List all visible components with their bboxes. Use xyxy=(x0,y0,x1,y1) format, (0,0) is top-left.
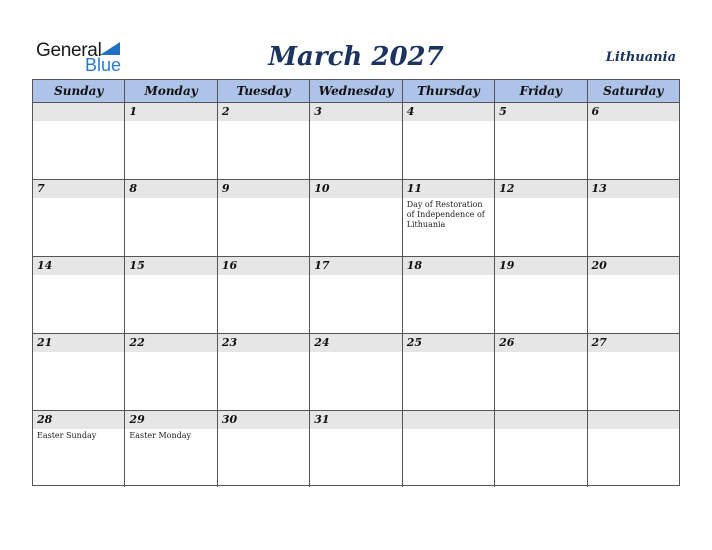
week-row xyxy=(33,256,679,333)
day-cell xyxy=(494,103,586,179)
day-event: Day of Restoration of Independence of Lithuania xyxy=(406,200,485,229)
logo-general-text: General xyxy=(36,40,102,61)
day-cell xyxy=(494,257,586,333)
weekday-thursday: Thursday xyxy=(402,80,494,102)
day-number: 24 xyxy=(314,336,330,349)
day-cell xyxy=(309,180,401,256)
day-number: 9 xyxy=(221,182,230,195)
day-number: 16 xyxy=(221,259,238,272)
day-number: 8 xyxy=(129,182,138,195)
day-cell xyxy=(124,334,216,410)
day-cell xyxy=(33,180,124,256)
day-cell xyxy=(402,180,494,256)
day-cell xyxy=(402,411,494,487)
day-cell xyxy=(309,411,401,487)
day-number: 11 xyxy=(406,182,422,195)
day-cell xyxy=(124,180,216,256)
day-cell xyxy=(587,257,679,333)
day-number: 30 xyxy=(221,413,238,426)
day-cell xyxy=(217,103,309,179)
day-number: 25 xyxy=(406,336,422,349)
day-number: 1 xyxy=(129,105,138,118)
day-number: 26 xyxy=(499,336,515,349)
day-cell xyxy=(124,103,216,179)
day-number: 5 xyxy=(499,105,507,118)
day-cell xyxy=(33,411,124,487)
day-cell xyxy=(402,334,494,410)
weekday-sunday: Sunday xyxy=(54,84,104,98)
day-number: 29 xyxy=(129,413,145,426)
day-number: 31 xyxy=(314,413,330,426)
logo-blue-text: Blue xyxy=(85,55,122,75)
day-number: 21 xyxy=(37,336,53,349)
day-cell xyxy=(587,411,679,487)
day-cell xyxy=(217,334,309,410)
day-cell xyxy=(217,180,309,256)
day-number: 13 xyxy=(591,182,607,195)
weekday-saturday: Saturday xyxy=(587,80,679,102)
day-cell xyxy=(402,257,494,333)
day-number: 23 xyxy=(221,336,238,349)
day-event: Easter Sunday xyxy=(37,431,97,440)
day-number: 19 xyxy=(499,259,515,272)
weekday-friday: Friday xyxy=(494,80,586,102)
calendar-title: March 2027 xyxy=(268,42,444,72)
day-cell xyxy=(494,180,586,256)
country-label: Lithuania xyxy=(605,50,676,65)
day-number: 6 xyxy=(591,105,600,118)
day-number: 17 xyxy=(314,259,330,272)
day-cell xyxy=(33,257,124,333)
day-number: 7 xyxy=(37,182,45,195)
day-cell xyxy=(217,257,309,333)
day-number: 18 xyxy=(406,259,422,272)
week-row xyxy=(33,410,679,487)
calendar-grid xyxy=(32,79,680,486)
weekday-header xyxy=(33,80,679,103)
day-cell xyxy=(587,334,679,410)
day-number: 28 xyxy=(37,413,53,426)
week-row xyxy=(33,333,679,410)
day-number: 22 xyxy=(129,336,145,349)
day-cell xyxy=(494,334,586,410)
weekday-wednesday: Wednesday xyxy=(309,80,401,102)
weekday-tuesday: Tuesday xyxy=(217,80,309,102)
day-number: 15 xyxy=(129,259,145,272)
week-row xyxy=(33,103,679,179)
day-number: 3 xyxy=(314,105,322,118)
day-number: 12 xyxy=(499,182,515,195)
week-row xyxy=(33,179,679,256)
day-number: 14 xyxy=(37,259,53,272)
day-cell xyxy=(309,257,401,333)
day-cell xyxy=(217,411,309,487)
day-number: 4 xyxy=(406,105,415,118)
day-cell xyxy=(309,334,401,410)
day-cell xyxy=(33,334,124,410)
day-cell xyxy=(124,257,216,333)
day-cell xyxy=(587,180,679,256)
day-number: 2 xyxy=(221,105,230,118)
day-number: 10 xyxy=(314,182,330,195)
day-cell xyxy=(587,103,679,179)
day-cell xyxy=(494,411,586,487)
day-cell xyxy=(124,411,216,487)
day-event: Easter Monday xyxy=(129,431,192,440)
day-cell xyxy=(402,103,494,179)
day-number: 27 xyxy=(591,336,607,349)
day-cell xyxy=(309,103,401,179)
day-number: 20 xyxy=(591,259,607,272)
weekday-monday: Monday xyxy=(124,80,216,102)
day-cell xyxy=(33,103,124,179)
